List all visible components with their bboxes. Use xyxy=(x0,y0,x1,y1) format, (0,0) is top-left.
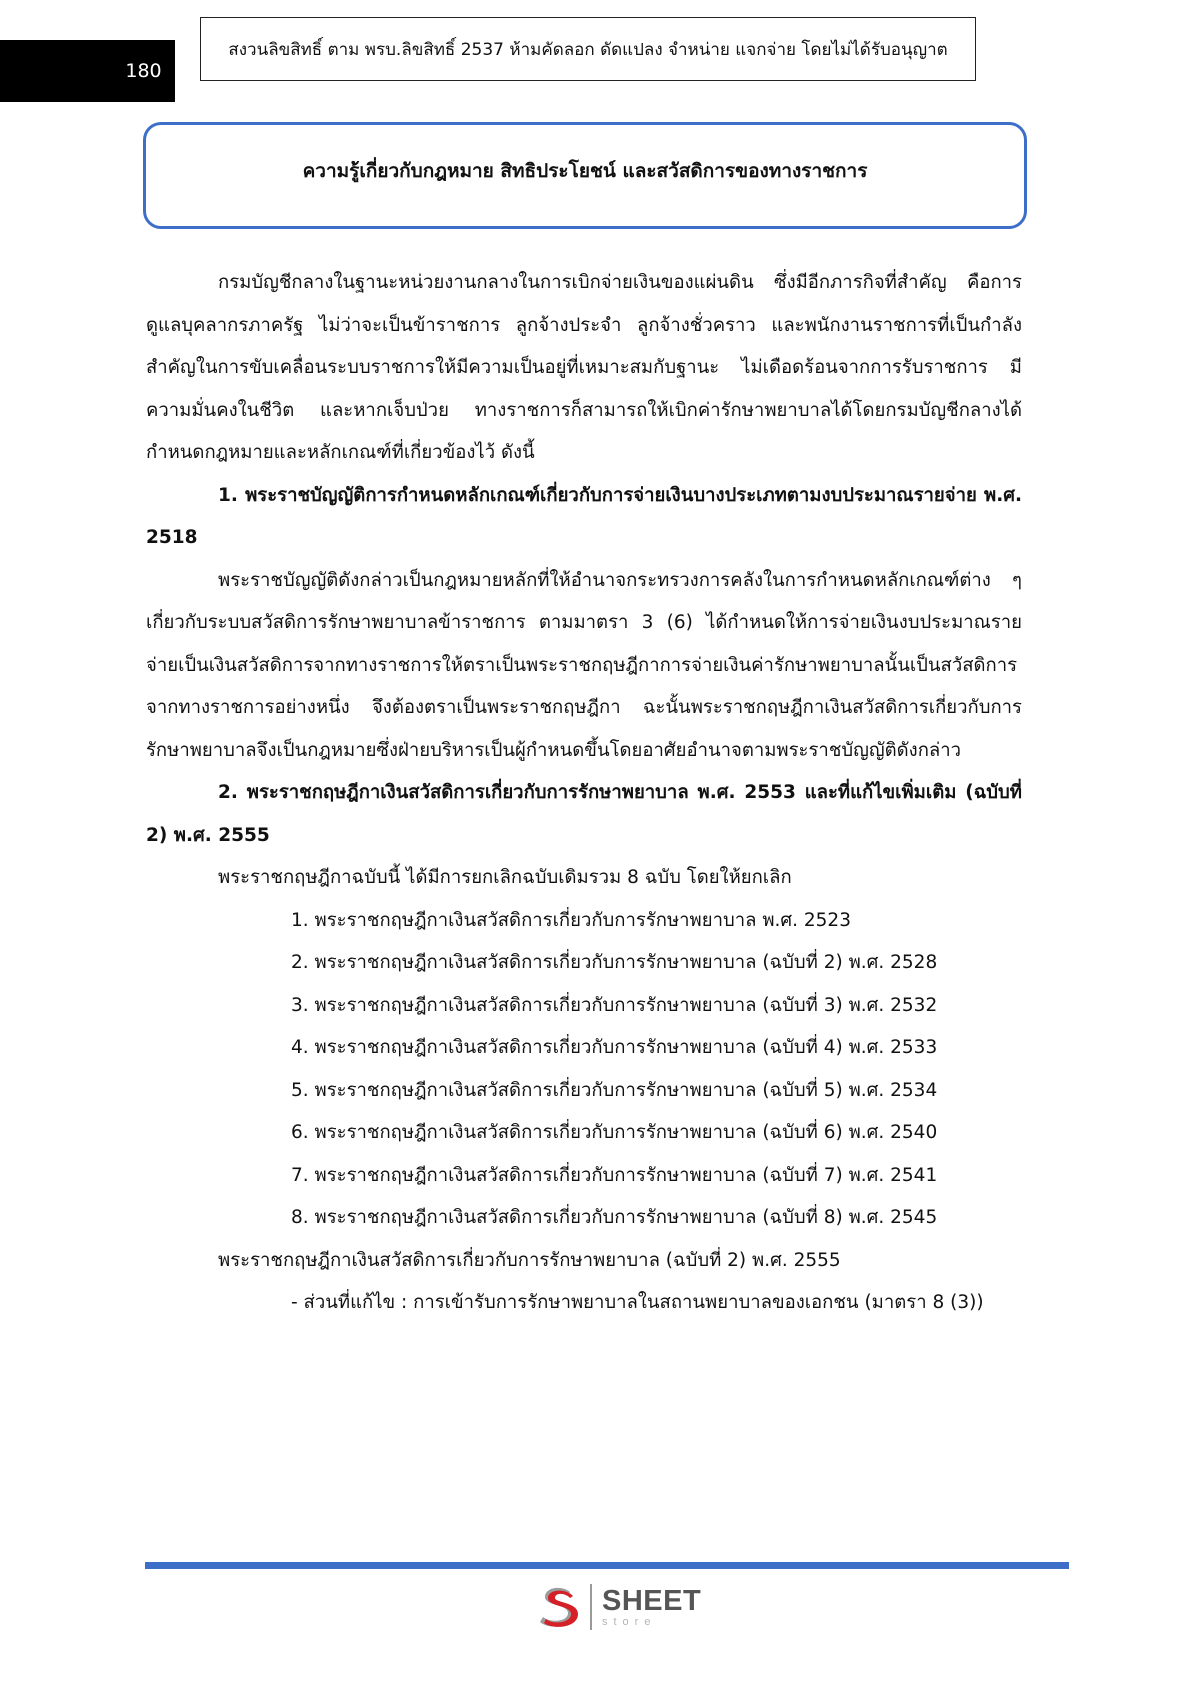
amendment-list xyxy=(146,1282,1022,1325)
sheet-store-logo-icon xyxy=(536,1584,584,1630)
list-item: 4. พระราชกฤษฎีกาเงินสวัสดิการเกี่ยวกับการรักษาพยาบาล (ฉบับที่ 4) พ.ศ. 2533 xyxy=(291,1037,938,1058)
list-item: 5. พระราชกฤษฎีกาเงินสวัสดิการเกี่ยวกับการรักษาพยาบาล (ฉบับที่ 5) พ.ศ. 2534 xyxy=(291,1079,938,1101)
logo-sub: store xyxy=(602,1615,657,1628)
list-item: 8. พระราชกฤษฎีกาเงินสวัสดิการเกี่ยวกับการรักษาพยาบาล (ฉบับที่ 8) พ.ศ. 2545 xyxy=(291,1207,938,1228)
amendment-note: - ส่วนที่แก้ไข : การเข้ารับการรักษาพยาบาลในสถานพยาบาลของเอกชน (มาตรา 8 (3)) xyxy=(291,1292,984,1313)
list-item: 2. พระราชกฤษฎีกาเงินสวัสดิการเกี่ยวกับการรักษาพยาบาล (ฉบับที่ 2) พ.ศ. 2528 xyxy=(291,952,938,973)
list-item: 7. พระราชกฤษฎีกาเงินสวัสดิการเกี่ยวกับการรักษาพยาบาล (ฉบับที่ 7) พ.ศ. 2541 xyxy=(291,1164,938,1186)
sheet-store-logo xyxy=(536,1584,701,1630)
document-body xyxy=(146,262,1022,1325)
logo-divider xyxy=(590,1584,592,1630)
section-1-heading: 1. พระราชบัญญัติการกำหนดหลักเกณฑ์เกี่ยวกับการจ่ายเงินบางประเภทตามงบประมาณรายจ่าย พ.ศ. 2518 xyxy=(146,484,1022,548)
list-item: 3. พระราชกฤษฎีกาเงินสวัสดิการเกี่ยวกับการรักษาพยาบาล (ฉบับที่ 3) พ.ศ. 2532 xyxy=(291,994,938,1016)
repealed-decree-list xyxy=(146,900,1022,1240)
page-number: 180 xyxy=(125,60,162,82)
list-item: 6. พระราชกฤษฎีกาเงินสวัสดิการเกี่ยวกับการรักษาพยาบาล (ฉบับที่ 6) พ.ศ. 2540 xyxy=(291,1122,938,1143)
amendment-title: พระราชกฤษฎีกาเงินสวัสดิการเกี่ยวกับการรักษาพยาบาล (ฉบับที่ 2) พ.ศ. 2555 xyxy=(218,1249,841,1271)
page-number-box xyxy=(0,40,175,102)
section-1-body: พระราชบัญญัติดังกล่าวเป็นกฎหมายหลักที่ให้อำนาจกระทรวงการคลังในการกำหนดหลักเกณฑ์ต่าง ๆ เกี่ยวกับระบบสวัสดิการรักษาพยาบาลข้าราชการ ตามมาตรา 3 (6) ได้กำหนดให้การจ่ายเงินงบประมาณรายจ่ายเป็นเงินสวัสดิการจากทางราชการให้ตราเป็นพระราชกฤษฎีกาการจ่ายเงินค่ารักษาพยาบาลนั้นเป็นสวัสดิการจากทางราชการอย่างหนึ่ง จึงต้องตราเป็นพระราชกฤษฎีกา ฉะนั้นพระราชกฤษฎีกาเงินสวัสดิการเกี่ยวกับการรักษาพยาบาลจึงเป็นกฎหมายซึ่งฝ่ายบริหารเป็นผู้กำหนดขึ้นโดยอาศัยอำนาจตามพระราชบัญญัติดังกล่าว xyxy=(146,569,1022,761)
footer-divider xyxy=(145,1562,1069,1569)
section-2-heading: 2. พระราชกฤษฎีกาเงินสวัสดิการเกี่ยวกับการรักษาพยาบาล พ.ศ. 2553 และที่แก้ไขเพิ่มเติม (ฉบับที่ 2) พ.ศ. 2555 xyxy=(146,782,1022,846)
list-item: 1. พระราชกฤษฎีกาเงินสวัสดิการเกี่ยวกับการรักษาพยาบาล พ.ศ. 2523 xyxy=(291,909,851,931)
copyright-notice: สงวนลิขสิทธิ์ ตาม พรบ.ลิขสิทธิ์ 2537 ห้ามคัดลอก ดัดแปลง จำหน่าย แจกจ่าย โดยไม่ได้รับอนุญาต xyxy=(200,17,976,81)
logo-word: SHEET xyxy=(602,1584,702,1617)
intro-paragraph: กรมบัญชีกลางในฐานะหน่วยงานกลางในการเบิกจ่ายเงินของแผ่นดิน ซึ่งมีอีกภารกิจที่สำคัญ คือการดูแลบุคลากรภาครัฐ ไม่ว่าจะเป็นข้าราชการ ลูกจ้างประจำ ลูกจ้างชั่วคราว และพนักงานราชการที่เป็นกำลังสำคัญในการขับเคลื่อนระบบราชการให้มีความเป็นอยู่ที่เหมาะสมกับฐานะ ไม่เดือดร้อนจากการรับราชการ มีความมั่นคงในชีวิต และหากเจ็บป่วย ทางราชการก็สามารถให้เบิกค่ารักษาพยาบาลได้โดยกรมบัญชีกลางได้กำหนดกฎหมายและหลักเกณฑ์ที่เกี่ยวข้องไว้ ดังนี้ xyxy=(146,272,1022,463)
section-2-lead: พระราชกฤษฎีกาฉบับนี้ ได้มีการยกเลิกฉบับเดิมรวม 8 ฉบับ โดยให้ยกเลิก xyxy=(218,867,792,888)
logo-wordmark xyxy=(602,1584,702,1628)
page-title: ความรู้เกี่ยวกับกฎหมาย สิทธิประโยชน์ และสวัสดิการของทางราชการ xyxy=(143,122,1027,229)
